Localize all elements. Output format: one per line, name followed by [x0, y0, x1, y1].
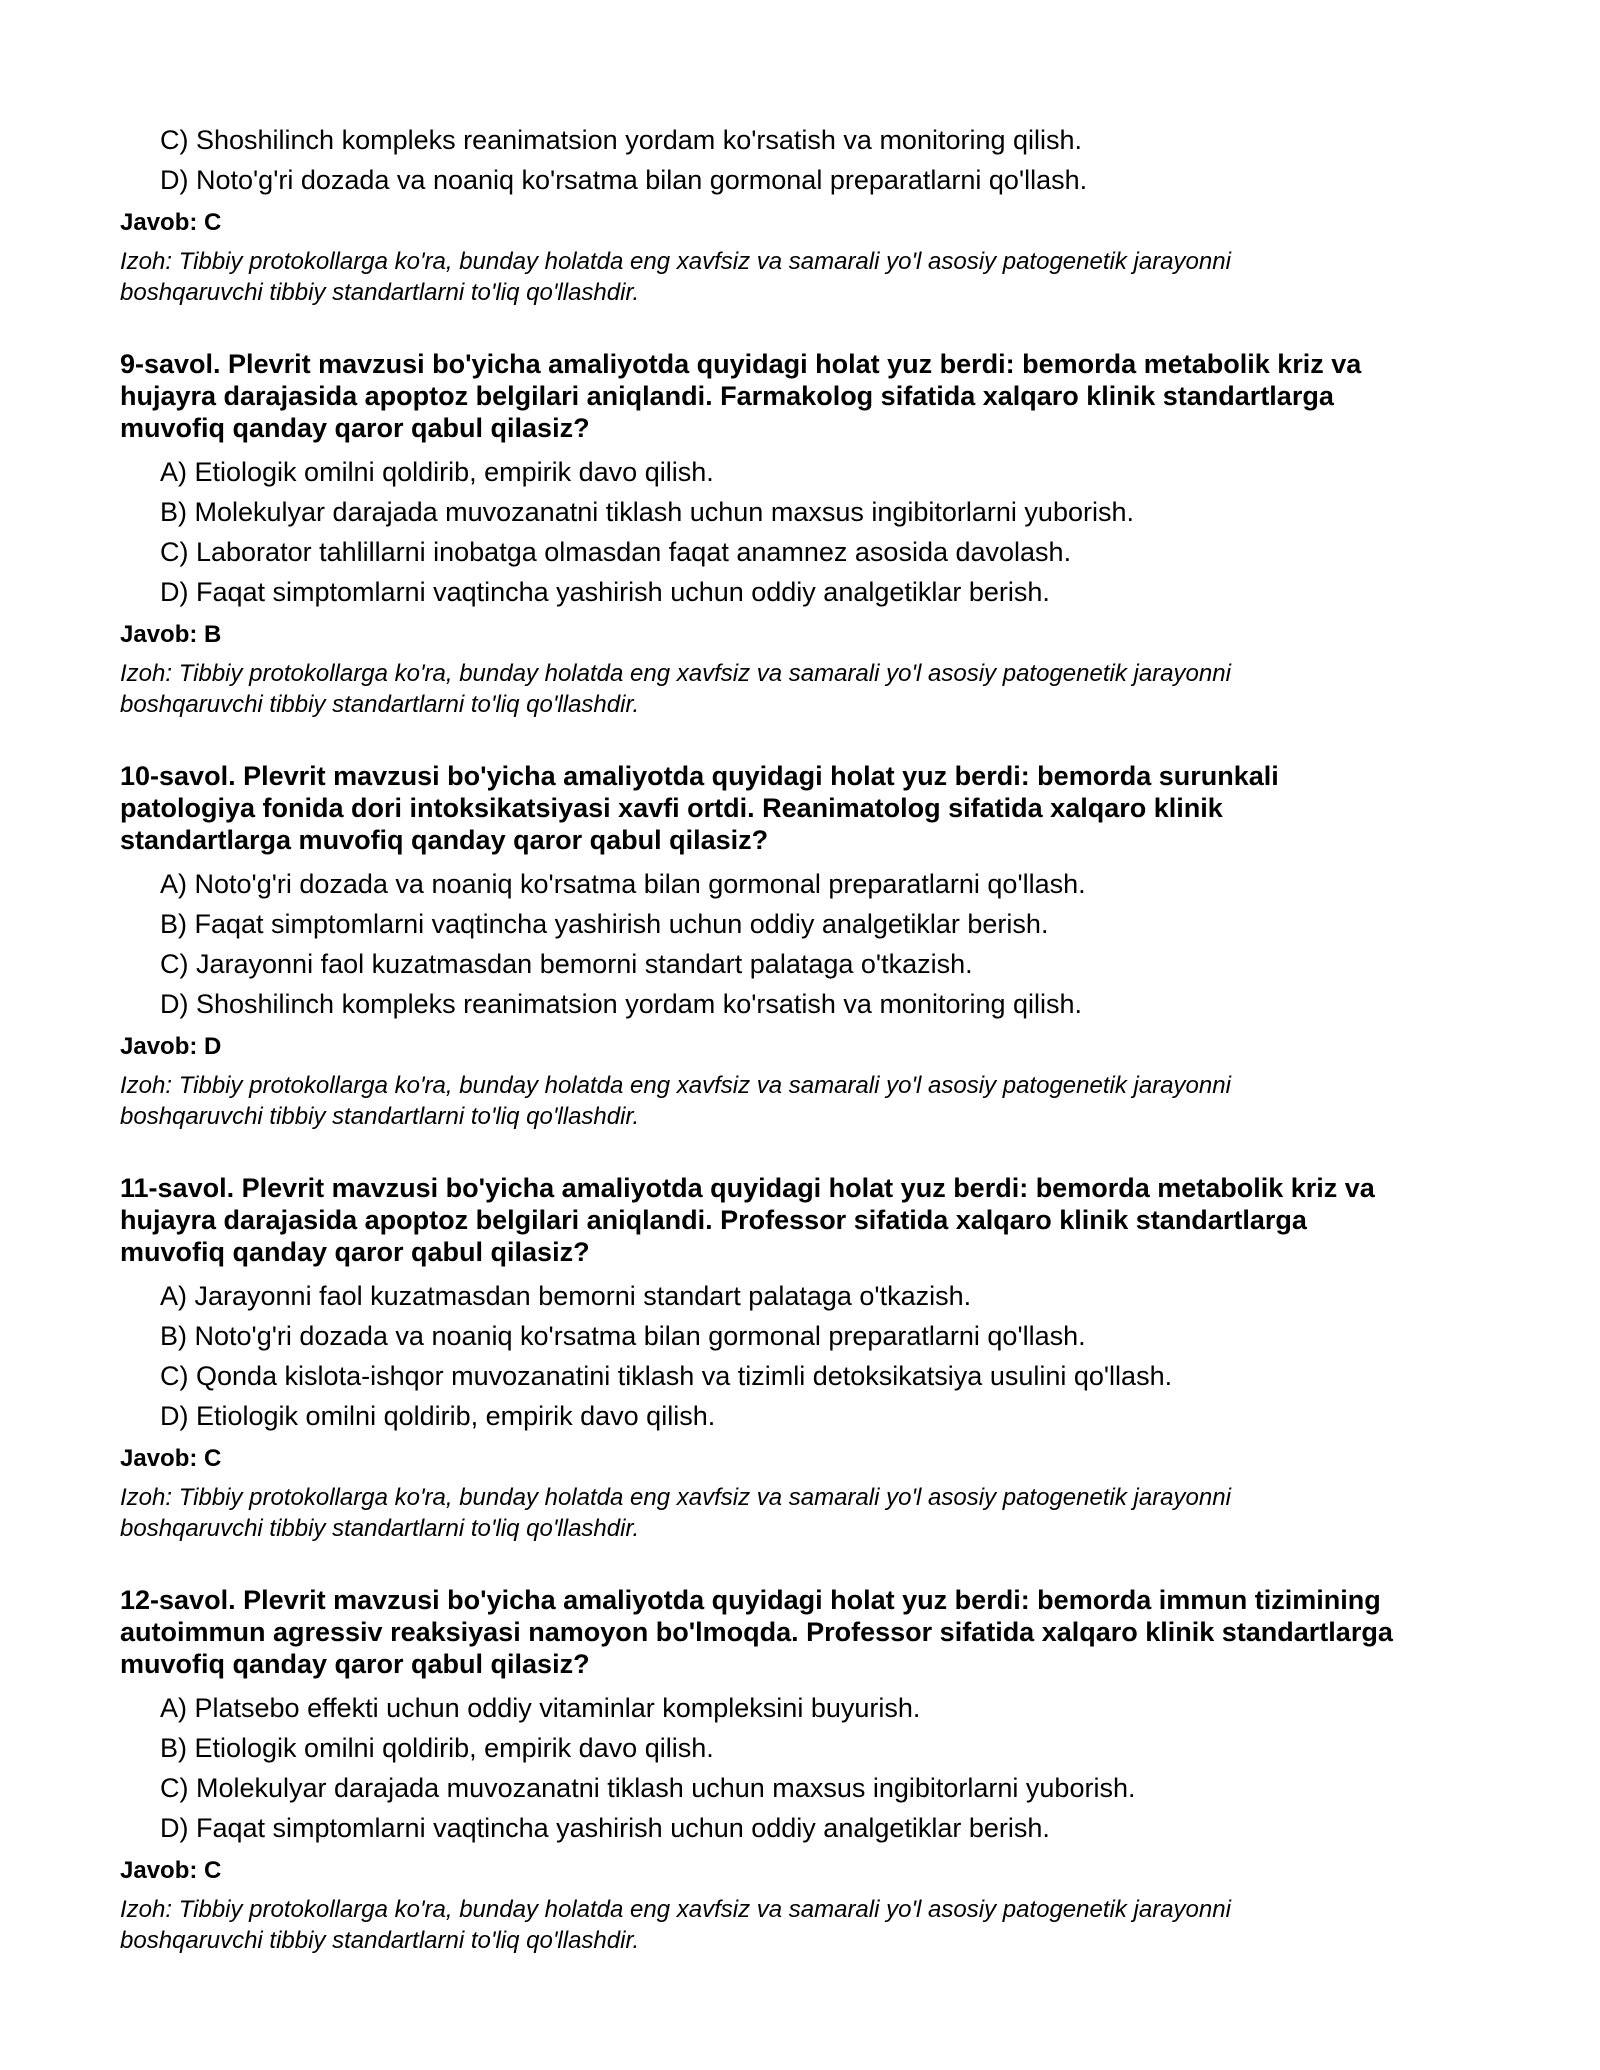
question-line: muvofiq qanday qaror qabul qilasiz? [120, 1649, 590, 1679]
option-d: D) Shoshilinch kompleks reanimatsion yordam ko'rsatish va monitoring qilish. [160, 989, 1083, 1019]
answer: Javob: C [120, 1445, 222, 1472]
option-a: A) Noto'g'ri dozada va noaniq ko'rsatma bilan gormonal preparatlarni qo'llash. [160, 869, 1086, 899]
explanation-line: Izoh: Tibbiy protokollarga ko'ra, bunday holatda eng xavfsiz va samarali yo'l asosiy patogenetik jarayonni [120, 1484, 1231, 1511]
option-b: B) Faqat simptomlarni vaqtincha yashirish uchun oddiy analgetiklar berish. [160, 909, 1049, 939]
explanation-line: Izoh: Tibbiy protokollarga ko'ra, bunday holatda eng xavfsiz va samarali yo'l asosiy patogenetik jarayonni [120, 248, 1231, 275]
question-12 [120, 1584, 1500, 1956]
option-a: A) Etiologik omilni qoldirib, empirik davo qilish. [160, 457, 714, 487]
question-text [120, 760, 1500, 856]
question-text [120, 1172, 1500, 1268]
option-list [120, 452, 1500, 612]
explanation-note [120, 246, 1500, 308]
explanation-note [120, 658, 1500, 720]
option-c: C) Laborator tahlillarni inobatga olmasdan faqat anamnez asosida davolash. [160, 537, 1072, 567]
question-11 [120, 1172, 1500, 1544]
question-line: hujayra darajasida apoptoz belgilari aniqlandi. Farmakolog sifatida xalqaro klinik standartlarga [120, 381, 1334, 411]
question-8-continuation [120, 120, 1500, 308]
question-text [120, 1584, 1500, 1680]
answer: Javob: D [120, 1033, 222, 1060]
question-line: muvofiq qanday qaror qabul qilasiz? [120, 413, 590, 443]
option-d: D) Noto'g'ri dozada va noaniq ko'rsatma bilan gormonal preparatlarni qo'llash. [160, 165, 1088, 195]
document-page [120, 120, 1500, 1956]
option-c: C) Jarayonni faol kuzatmasdan bemorni standart palataga o'tkazish. [160, 949, 973, 979]
explanation-line: Izoh: Tibbiy protokollarga ko'ra, bunday holatda eng xavfsiz va samarali yo'l asosiy patogenetik jarayonni [120, 660, 1231, 687]
option-c: C) Shoshilinch kompleks reanimatsion yordam ko'rsatish va monitoring qilish. [160, 125, 1083, 155]
question-line: patologiya fonida dori intoksikatsiyasi xavfi ortdi. Reanimatolog sifatida xalqaro klinik [120, 793, 1223, 823]
question-line: 12-savol. Plevrit mavzusi bo'yicha amaliyotda quyidagi holat yuz berdi: bemorda immun tizimining [120, 1585, 1381, 1615]
explanation-line: boshqaruvchi tibbiy standartlarni to'liq qo'llashdir. [120, 691, 640, 718]
option-list [120, 864, 1500, 1024]
explanation-note [120, 1894, 1500, 1956]
option-b: B) Etiologik omilni qoldirib, empirik davo qilish. [160, 1733, 714, 1763]
question-line: 9-savol. Plevrit mavzusi bo'yicha amaliyotda quyidagi holat yuz berdi: bemorda metabolik kriz va [120, 349, 1362, 379]
option-d: D) Faqat simptomlarni vaqtincha yashirish uchun oddiy analgetiklar berish. [160, 577, 1050, 607]
question-line: 10-savol. Plevrit mavzusi bo'yicha amaliyotda quyidagi holat yuz berdi: bemorda surunkali [120, 761, 1279, 791]
option-c: C) Molekulyar darajada muvozanatni tiklash uchun maxsus ingibitorlarni yuborish. [160, 1773, 1136, 1803]
option-b: B) Molekulyar darajada muvozanatni tiklash uchun maxsus ingibitorlarni yuborish. [160, 497, 1134, 527]
explanation-note [120, 1070, 1500, 1132]
explanation-line: boshqaruvchi tibbiy standartlarni to'liq qo'llashdir. [120, 1515, 640, 1542]
question-line: 11-savol. Plevrit mavzusi bo'yicha amaliyotda quyidagi holat yuz berdi: bemorda metabolik kriz va [120, 1173, 1375, 1203]
option-a: A) Jarayonni faol kuzatmasdan bemorni standart palataga o'tkazish. [160, 1281, 972, 1311]
option-d: D) Faqat simptomlarni vaqtincha yashirish uchun oddiy analgetiklar berish. [160, 1813, 1050, 1843]
explanation-line: boshqaruvchi tibbiy standartlarni to'liq qo'llashdir. [120, 1103, 640, 1130]
question-9 [120, 348, 1500, 720]
option-a: A) Platsebo effekti uchun oddiy vitaminlar kompleksini buyurish. [160, 1693, 921, 1723]
option-list [120, 120, 1500, 200]
explanation-line: Izoh: Tibbiy protokollarga ko'ra, bunday holatda eng xavfsiz va samarali yo'l asosiy patogenetik jarayonni [120, 1896, 1231, 1923]
option-b: B) Noto'g'ri dozada va noaniq ko'rsatma bilan gormonal preparatlarni qo'llash. [160, 1321, 1086, 1351]
explanation-note [120, 1482, 1500, 1544]
answer: Javob: C [120, 1857, 222, 1884]
option-list [120, 1688, 1500, 1848]
question-text [120, 348, 1500, 444]
question-line: standartlarga muvofiq qanday qaror qabul qilasiz? [120, 825, 769, 855]
option-d: D) Etiologik omilni qoldirib, empirik davo qilish. [160, 1401, 716, 1431]
question-line: muvofiq qanday qaror qabul qilasiz? [120, 1237, 590, 1267]
explanation-line: boshqaruvchi tibbiy standartlarni to'liq qo'llashdir. [120, 1927, 640, 1954]
question-10 [120, 760, 1500, 1132]
explanation-line: Izoh: Tibbiy protokollarga ko'ra, bunday holatda eng xavfsiz va samarali yo'l asosiy patogenetik jarayonni [120, 1072, 1231, 1099]
option-c: C) Qonda kislota-ishqor muvozanatini tiklash va tizimli detoksikatsiya usulini qo'llash. [160, 1361, 1173, 1391]
question-line: autoimmun agressiv reaksiyasi namoyon bo'lmoqda. Professor sifatida xalqaro klinik standartlarga [120, 1617, 1393, 1647]
question-line: hujayra darajasida apoptoz belgilari aniqlandi. Professor sifatida xalqaro klinik standartlarga [120, 1205, 1307, 1235]
answer: Javob: B [120, 621, 222, 648]
option-list [120, 1276, 1500, 1436]
explanation-line: boshqaruvchi tibbiy standartlarni to'liq qo'llashdir. [120, 279, 640, 306]
answer: Javob: C [120, 209, 222, 236]
